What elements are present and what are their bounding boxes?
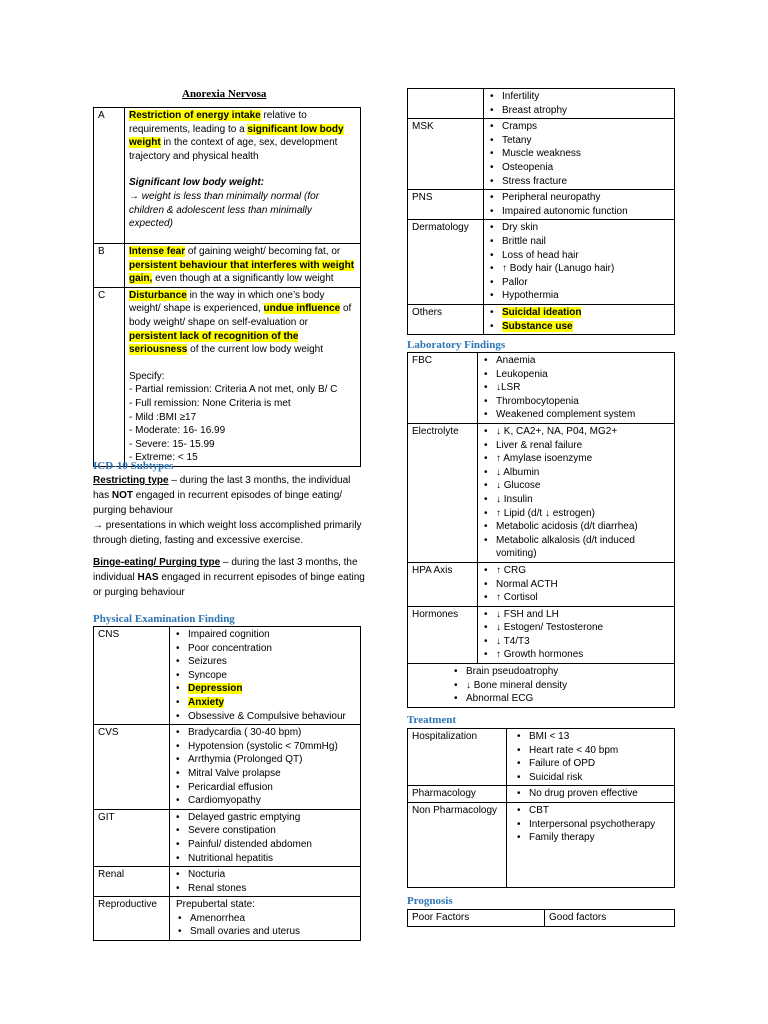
row-label: Pharmacology bbox=[408, 786, 507, 803]
row-label: Non Pharmacology bbox=[408, 802, 507, 887]
list-item: • Weakened complement system bbox=[496, 408, 670, 422]
list-item: • Brittle nail bbox=[502, 235, 670, 249]
row-items bbox=[484, 89, 675, 119]
icd-emph: HAS bbox=[137, 572, 159, 583]
criteria-span: even though at a significantly low weight bbox=[152, 273, 334, 285]
row-label: Electrolyte bbox=[408, 423, 478, 562]
list-item: • ↓ T4/T3 bbox=[496, 635, 670, 649]
list-item: • Obsessive & Compulsive behaviour bbox=[188, 710, 356, 724]
list-item: • ↑ Body hair (Lanugo hair) bbox=[502, 262, 670, 276]
list-item: • Impaired cognition bbox=[188, 628, 356, 642]
row-label: PNS bbox=[408, 190, 484, 220]
row-label: HPA Axis bbox=[408, 562, 478, 606]
list-item: • Cramps bbox=[502, 120, 670, 134]
list-item: • ↓ K, CA2+, NA, P04, MG2+ bbox=[496, 425, 670, 439]
criteria-table bbox=[93, 107, 361, 467]
row-items bbox=[170, 897, 361, 941]
physical-row bbox=[94, 897, 361, 941]
list-item: • Impaired autonomic function bbox=[502, 205, 670, 219]
row-items bbox=[170, 867, 361, 897]
list-item: • ↓ Glucose bbox=[496, 479, 670, 493]
treatment-row bbox=[408, 729, 675, 786]
criteria-span: of body weight/ shape on self-evaluation or bbox=[129, 303, 352, 328]
icd-binge bbox=[93, 555, 365, 600]
list-item: • Normal ACTH bbox=[496, 578, 670, 592]
list-item: • Pericardial effusion bbox=[188, 781, 356, 795]
criteria-letter: A bbox=[94, 108, 125, 244]
icd-note: → presentations in which weight loss accomplished primarily through dieting, fasting and excessive exercise. bbox=[93, 520, 362, 546]
lab-table bbox=[407, 352, 675, 708]
highlighted-item: Depression bbox=[188, 683, 243, 695]
criteria-highlight: persistent behaviour that interferes with weight gain, bbox=[129, 259, 355, 285]
good-factors-header: Good factors bbox=[545, 910, 675, 927]
list-item: • Anaemia bbox=[496, 354, 670, 368]
criteria-highlight: significant low body weight bbox=[129, 123, 344, 149]
physical-row bbox=[94, 725, 361, 810]
list-item: • Mitral Valve prolapse bbox=[188, 767, 356, 781]
list-item: • ↓ Insulin bbox=[496, 493, 670, 507]
list-item: • Delayed gastric emptying bbox=[188, 811, 356, 825]
list-item: • ↓ FSH and LH bbox=[496, 608, 670, 622]
row-label: MSK bbox=[408, 119, 484, 190]
list-item: • Suicidal risk bbox=[529, 771, 670, 785]
row-label: Hospitalization bbox=[408, 729, 507, 786]
physical-heading: Physical Examination Finding bbox=[93, 613, 235, 625]
list-item: • Cardiomyopathy bbox=[188, 794, 356, 808]
list-item: • ↑ CRG bbox=[496, 564, 670, 578]
list-item: • Abnormal ECG bbox=[466, 692, 670, 706]
list-item: • ↑ Cortisol bbox=[496, 591, 670, 605]
row-label: FBC bbox=[408, 353, 478, 424]
row-items bbox=[507, 802, 675, 887]
criteria-highlight: Restriction of energy intake bbox=[129, 110, 261, 121]
list-item: • Osteopenia bbox=[502, 161, 670, 175]
list-item: • CBT bbox=[529, 804, 670, 818]
row-items bbox=[478, 423, 675, 562]
icd-span: engaged in recurrent episodes of binge eating or purging behaviour bbox=[93, 572, 365, 598]
list-item: • Metabolic acidosis (d/t diarrhea) bbox=[496, 520, 670, 534]
list-item: • ↓LSR bbox=[496, 381, 670, 395]
row-label: GIT bbox=[94, 809, 170, 866]
lab-row bbox=[408, 423, 675, 562]
list-item: • Severe constipation bbox=[188, 824, 356, 838]
list-item bbox=[502, 320, 670, 334]
physical-row bbox=[94, 627, 361, 725]
restricting-term: Restricting type bbox=[93, 475, 169, 486]
list-item: • Metabolic alkalosis (d/t induced vomiting) bbox=[496, 534, 670, 561]
list-item: • ↑ Lipid (d/t ↓ estrogen) bbox=[496, 507, 670, 521]
list-item: • Loss of head hair bbox=[502, 249, 670, 263]
criteria-span: in the context of age, sex, development trajectory and physical health bbox=[129, 137, 338, 162]
criteria-highlight: Disturbance bbox=[129, 289, 187, 301]
specify-item: - Extreme: < 15 bbox=[129, 452, 198, 464]
icd-emph: NOT bbox=[111, 490, 134, 501]
row-label: Dermatology bbox=[408, 220, 484, 305]
criteria-highlight: persistent lack of recognition of the seriousness bbox=[129, 330, 299, 356]
criteria-subtitle: Significant low body weight: bbox=[129, 177, 264, 189]
row-label bbox=[408, 89, 484, 119]
poor-factors-header: Poor Factors bbox=[408, 910, 545, 927]
list-item bbox=[502, 306, 670, 320]
list-item: • Nutritional hepatitis bbox=[188, 852, 356, 866]
specify-item: - Mild :BMI ≥17 bbox=[129, 411, 197, 423]
criteria-letter: C bbox=[94, 287, 125, 466]
icd-span: – during the last 3 months, the individual has bbox=[93, 475, 351, 501]
physical-row bbox=[408, 190, 675, 220]
page-title: Anorexia Nervosa bbox=[182, 88, 267, 100]
list-item: • Stress fracture bbox=[502, 175, 670, 189]
list-item: • Amenorrhea bbox=[190, 912, 356, 926]
treatment-table bbox=[407, 728, 675, 888]
row-items bbox=[484, 220, 675, 305]
row-items bbox=[478, 353, 675, 424]
list-item: • Liver & renal failure bbox=[496, 439, 670, 453]
list-item: • ↑ Amylase isoenzyme bbox=[496, 452, 670, 466]
physical-row bbox=[94, 867, 361, 897]
lab-heading: Laboratory Findings bbox=[407, 339, 506, 351]
row-items bbox=[170, 809, 361, 866]
treatment-row bbox=[408, 786, 675, 803]
row-label: CVS bbox=[94, 725, 170, 810]
criteria-text bbox=[125, 287, 361, 466]
row-label: Hormones bbox=[408, 606, 478, 663]
icd-restricting bbox=[93, 473, 365, 548]
physical-row bbox=[408, 89, 675, 119]
lab-row bbox=[408, 664, 675, 708]
specify-item: - Full remission: None Criteria is met bbox=[129, 397, 291, 409]
lab-row bbox=[408, 353, 675, 424]
criteria-span: relative to requirements, leading to a bbox=[129, 110, 307, 135]
criteria-text bbox=[125, 244, 361, 288]
list-item: • ↑ Growth hormones bbox=[496, 648, 670, 662]
list-item: • Seizures bbox=[188, 655, 356, 669]
physical-row bbox=[408, 220, 675, 305]
criteria-subtext: → weight is less than minimally normal (for children & adolescent less than minimally expected) bbox=[129, 190, 320, 230]
list-item: • Bradycardia ( 30-40 bpm) bbox=[188, 726, 356, 740]
list-item: • Pallor bbox=[502, 276, 670, 290]
criteria-highlight: undue influence bbox=[263, 303, 341, 315]
list-item: • Syncope bbox=[188, 669, 356, 683]
row-label: Others bbox=[408, 304, 484, 334]
list-item: • ↓ Estogen/ Testosterone bbox=[496, 621, 670, 635]
physical-row bbox=[408, 119, 675, 190]
row-items bbox=[507, 786, 675, 803]
prepubertal-label: Prepubertal state: bbox=[176, 899, 255, 911]
row-items bbox=[484, 119, 675, 190]
specify-item: - Partial remission: Criteria A not met, only B/ C bbox=[129, 384, 338, 396]
criteria-row-a bbox=[94, 108, 361, 244]
list-item: • Heart rate < 40 bpm bbox=[529, 744, 670, 758]
treatment-heading: Treatment bbox=[407, 714, 457, 726]
criteria-row-b bbox=[94, 244, 361, 288]
row-items bbox=[507, 729, 675, 786]
row-items bbox=[408, 664, 675, 708]
list-item: • Renal stones bbox=[188, 882, 356, 896]
binge-term: Binge-eating/ Purging type bbox=[93, 557, 221, 568]
list-item: • Dry skin bbox=[502, 221, 670, 235]
criteria-span: of gaining weight/ becoming fat, or bbox=[185, 246, 341, 257]
list-item: • Muscle weakness bbox=[502, 147, 670, 161]
highlighted-item: Suicidal ideation bbox=[502, 306, 582, 318]
row-label: Renal bbox=[94, 867, 170, 897]
prognosis-table bbox=[407, 909, 675, 927]
physical-cont-table bbox=[407, 88, 675, 335]
specify-label: Specify: bbox=[129, 370, 165, 382]
list-item: • Hypotension (systolic < 70mmHg) bbox=[188, 740, 356, 754]
lab-row bbox=[408, 606, 675, 663]
criteria-span: of the current low body weight bbox=[187, 344, 324, 356]
criteria-text bbox=[125, 108, 361, 244]
list-item bbox=[188, 682, 356, 696]
criteria-span: in the way in which one’s body weight/ shape is experienced, bbox=[129, 289, 325, 315]
list-item bbox=[188, 696, 356, 710]
list-item: • Small ovaries and uterus bbox=[190, 925, 356, 939]
physical-row bbox=[94, 809, 361, 866]
list-item: • ↓ Albumin bbox=[496, 466, 670, 480]
list-item: • Interpersonal psychotherapy bbox=[529, 818, 670, 832]
row-items bbox=[170, 725, 361, 810]
highlighted-item: Substance use bbox=[502, 320, 573, 332]
criteria-highlight: Intense fear bbox=[129, 246, 186, 257]
list-item: • Painful/ distended abdomen bbox=[188, 838, 356, 852]
row-items bbox=[484, 190, 675, 220]
lab-row bbox=[408, 562, 675, 606]
specify-item: - Moderate: 16- 16.99 bbox=[129, 425, 226, 437]
treatment-row bbox=[408, 802, 675, 887]
list-item: • Peripheral neuropathy bbox=[502, 191, 670, 205]
list-item: • Hypothermia bbox=[502, 289, 670, 303]
list-item: • Brain pseudoatrophy bbox=[466, 665, 670, 679]
icd-heading: ICD-10 Subtypes bbox=[93, 460, 174, 472]
specify-item: - Severe: 15- 15.99 bbox=[129, 438, 215, 450]
highlighted-item: Anxiety bbox=[188, 696, 225, 708]
criteria-letter: B bbox=[94, 244, 125, 288]
list-item: • Breast atrophy bbox=[502, 104, 670, 118]
list-item: • Arrthymia (Prolonged QT) bbox=[188, 753, 356, 767]
list-item: • BMI < 13 bbox=[529, 730, 670, 744]
list-item: • Poor concentration bbox=[188, 642, 356, 656]
icd-span: – during the last 3 months, the individual bbox=[93, 557, 358, 583]
list-item: • Failure of OPD bbox=[529, 757, 670, 771]
list-item: • Thrombocytopenia bbox=[496, 395, 670, 409]
icd-span: engaged in recurrent episodes of binge eating/ purging behaviour bbox=[93, 490, 343, 516]
list-item: • No drug proven effective bbox=[529, 787, 670, 801]
row-items bbox=[484, 304, 675, 334]
row-items bbox=[478, 606, 675, 663]
list-item: • Nocturia bbox=[188, 868, 356, 882]
prognosis-header-row bbox=[408, 910, 675, 927]
list-item: • Family therapy bbox=[529, 831, 670, 845]
list-item: • Infertility bbox=[502, 90, 670, 104]
list-item: • ↓ Bone mineral density bbox=[466, 679, 670, 693]
row-label: Reproductive bbox=[94, 897, 170, 941]
row-items bbox=[170, 627, 361, 725]
list-item: • Leukopenia bbox=[496, 368, 670, 382]
row-items bbox=[478, 562, 675, 606]
criteria-row-c bbox=[94, 287, 361, 466]
list-item: • Tetany bbox=[502, 134, 670, 148]
prognosis-heading: Prognosis bbox=[407, 895, 453, 907]
physical-table bbox=[93, 626, 361, 941]
row-label: CNS bbox=[94, 627, 170, 725]
physical-row bbox=[408, 304, 675, 334]
